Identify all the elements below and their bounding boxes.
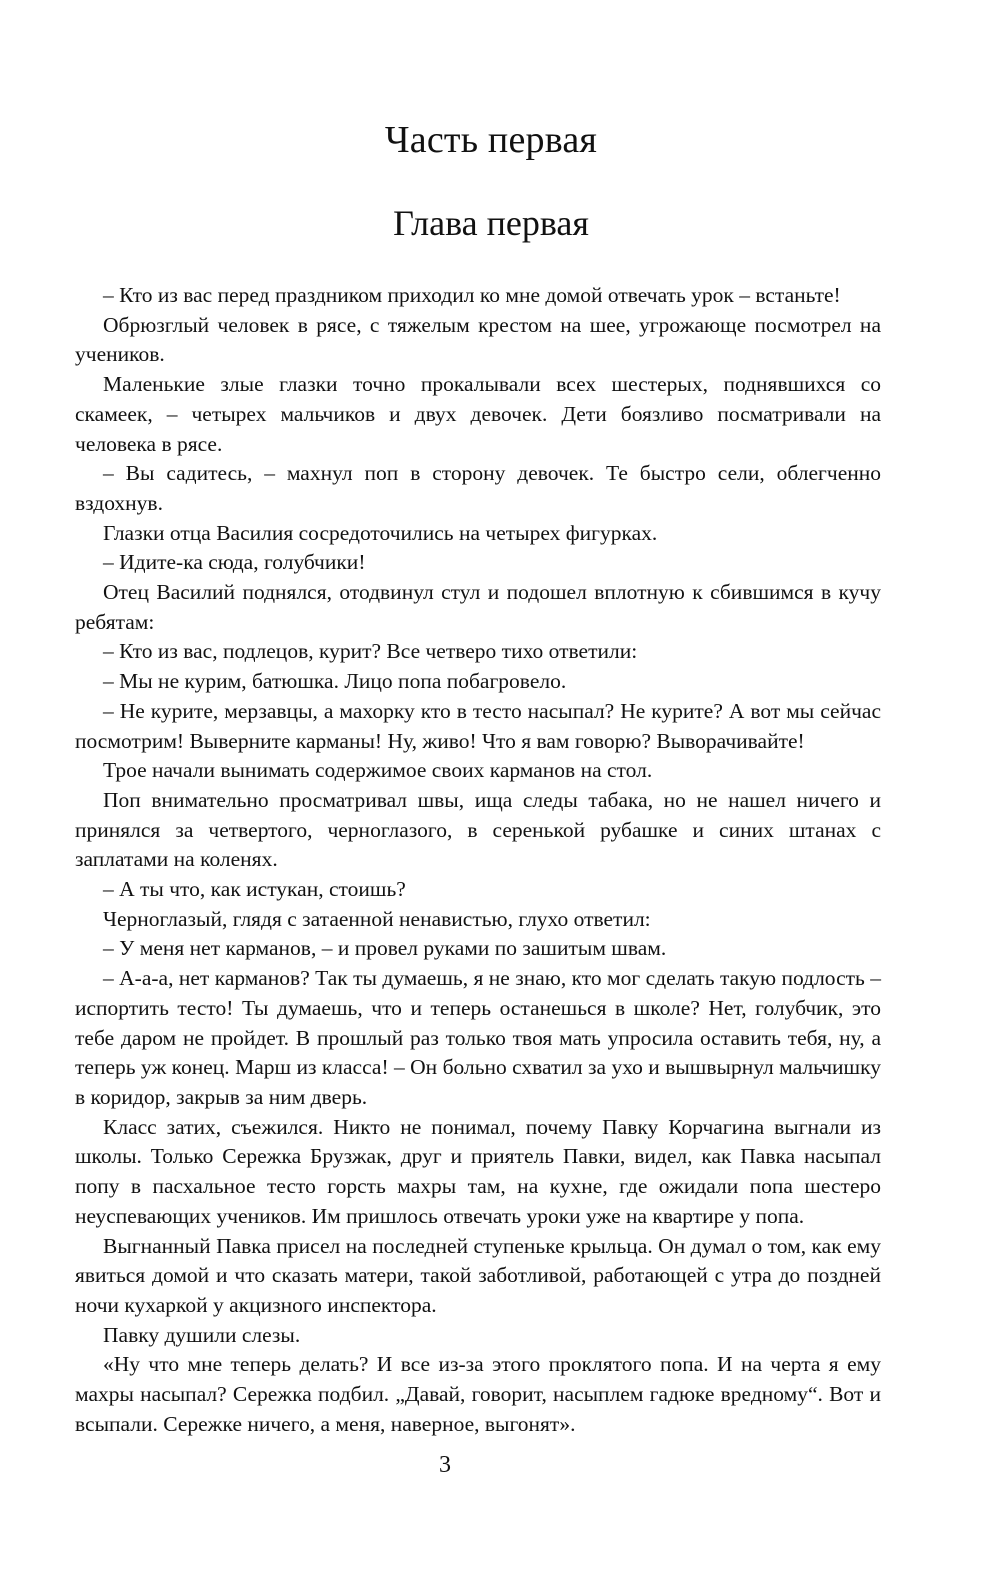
paragraph: Глазки отца Василия сосредоточились на четырех фигурках.: [103, 520, 658, 545]
paragraph: – Идите-ка сюда, голубчики!: [103, 550, 366, 575]
paragraph: Черноглазый, глядя с затаенной ненавистью, глухо ответил:: [103, 906, 651, 931]
paragraph: – У меня нет карманов, – и провел руками по зашитым швам.: [103, 936, 667, 961]
paragraph: Трое начали вынимать содержимое своих карманов на стол.: [103, 758, 653, 783]
paragraph: – Кто из вас, подлецов, курит? Все четверо тихо ответили:: [103, 639, 638, 664]
paragraph: Обрюзглый человек в рясе, с тяжелым крестом на шее, угрожающе посмотрел на учеников.: [75, 312, 881, 367]
paragraph: – Не курите, мерзавцы, а махорку кто в тесто насыпал? Не курите? А вот мы сейчас посмотрим! Выверните карманы! Ну, живо! Что я вам говорю? Выворачивайте!: [75, 698, 881, 753]
paragraph: Маленькие злые глазки точно прокалывали всех шестерых, поднявшихся со скамеек, – четырех мальчиков и двух девочек. Дети боязливо посматривали на человека в рясе.: [75, 372, 881, 456]
page-number: 3: [439, 1452, 451, 1478]
paragraph: Класс затих, съежился. Никто не понимал, почему Павку Корчагина выгнали из школы. Только Сережка Брузжак, друг и приятель Павки, видел, как Павка насыпал попу в пасхальное тесто горсть махры там, на кухне, где ожидали попа шестеро неуспевающих учеников. Им пришлось отвечать уроки уже на квартире у попа.: [75, 1114, 881, 1228]
paragraph: – Мы не курим, батюшка. Лицо попа побагровело.: [103, 669, 567, 694]
chapter-title: Глава первая: [393, 203, 589, 243]
paragraph: Отец Василий поднялся, отодвинул стул и подошел вплотную к сбившимся в кучу ребятам:: [75, 580, 881, 634]
paragraph: Поп внимательно просматривал швы, ища следы табака, но не нашел ничего и принялся за четвертого, черноглазого, в серенькой рубашке и синих штанах с заплатами на коленях.: [75, 787, 881, 872]
paragraph: Выгнанный Павка присел на последней ступеньке крыльца. Он думал о том, как ему явиться домой и что сказать матери, такой заботливой, работающей с утра до поздней ночи кухаркой у акцизного инспектора.: [75, 1233, 881, 1317]
paragraph: – Вы садитесь, – махнул поп в сторону девочек. Те быстро сели, облегченно вздохнув.: [75, 461, 881, 515]
paragraph: – А-а-а, нет карманов? Так ты думаешь, я не знаю, кто мог сделать такую подлость – испортить тесто! Ты думаешь, что и теперь останешься в школе? Нет, голубчик, это тебе даром не пройдет. В прошлый раз только твоя мать упросила оставить тебя, ну, а теперь уж конец. Марш из класса! – Он больно схватил за ухо и вышвырнул мальчишку в коридор, закрыв за ним дверь.: [75, 966, 881, 1109]
chapter-text: [75, 281, 881, 1439]
paragraph: «Ну что мне теперь делать? И все из-за этого проклятого попа. И на черта я ему махры насыпал? Сережка подбил. „Давай, говорит, насыплем гадюке вредному“. Вот и всыпали. Сережке ничего, а меня, наверное, выгонят».: [75, 1352, 881, 1436]
paragraph: – Кто из вас перед праздником приходил ко мне домой отвечать урок – встаньте!: [103, 283, 841, 307]
paragraph: – А ты что, как истукан, стоишь?: [103, 877, 406, 902]
part-title: Часть первая: [384, 119, 598, 161]
paragraph: Павку душили слезы.: [103, 1322, 301, 1347]
